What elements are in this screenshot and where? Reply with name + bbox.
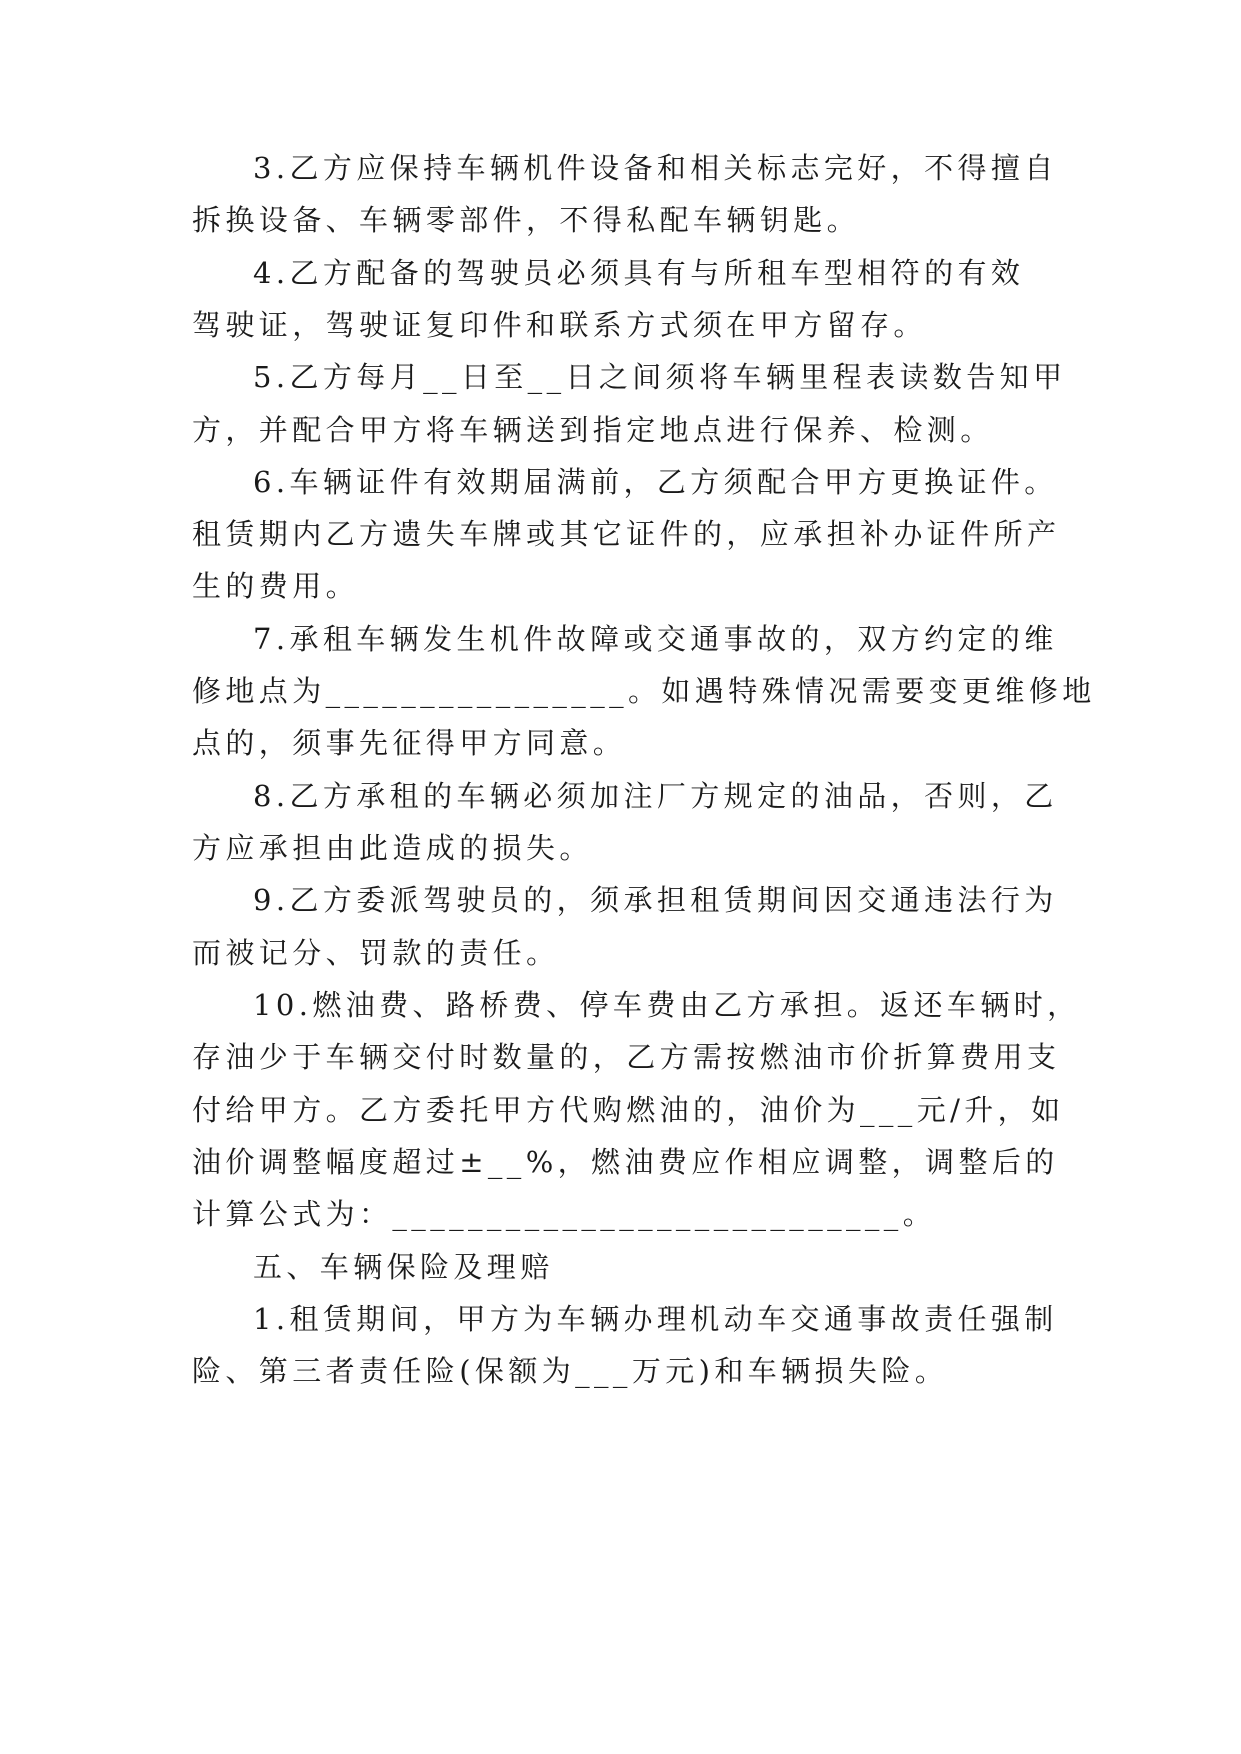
clause-6-line-1: 6.车辆证件有效期届满前，乙方须配合甲方更换证件。 [253, 465, 1058, 499]
clause-10-line-4: 油价调整幅度超过±__%，燃油费应作相应调整，调整后的 [192, 1145, 1059, 1179]
clause-10-line-1: 10.燃油费、路桥费、停车费由乙方承担。返还车辆时， [253, 988, 1081, 1022]
clause-8-line-2: 方应承担由此造成的损失。 [192, 831, 593, 865]
clause-6-line-3: 生的费用。 [192, 569, 360, 603]
clause-5-line-1: 5.乙方每月__日至__日之间须将车辆里程表读数告知甲 [253, 360, 1067, 394]
clause-10-line-3: 付给甲方。乙方委托甲方代购燃油的，油价为___元/升，如 [192, 1093, 1065, 1127]
clause-3-line-2: 拆换设备、车辆零部件，不得私配车辆钥匙。 [192, 203, 861, 237]
clause-4-line-1: 4.乙方配备的驾驶员必须具有与所租车型相符的有效 [253, 256, 1025, 290]
clause-10-line-5: 计算公式为：___________________________。 [192, 1197, 937, 1231]
section-5-clause-1-line-2: 险、第三者责任险(保额为___万元)和车辆损失险。 [192, 1354, 949, 1388]
clause-3-line-1: 3.乙方应保持车辆机件设备和相关标志完好，不得擅自 [253, 151, 1058, 185]
clause-8-line-1: 8.乙方承租的车辆必须加注厂方规定的油品，否则，乙 [253, 779, 1058, 813]
section-5-heading: 五、车辆保险及理赔 [253, 1250, 554, 1284]
section-5-clause-1-line-1: 1.租赁期间，甲方为车辆办理机动车交通事故责任强制 [253, 1302, 1058, 1336]
clause-7-line-3: 点的，须事先征得甲方同意。 [192, 726, 627, 760]
clause-9-line-1: 9.乙方委派驾驶员的，须承担租赁期间因交通违法行为 [253, 883, 1058, 917]
clause-7-line-2: 修地点为________________。如遇特殊情况需要变更维修地 [192, 674, 1096, 708]
clause-9-line-2: 而被记分、罚款的责任。 [192, 936, 560, 970]
clause-4-line-2: 驾驶证，驾驶证复印件和联系方式须在甲方留存。 [192, 308, 927, 342]
clause-10-line-2: 存油少于车辆交付时数量的，乙方需按燃油市价折算费用支 [192, 1040, 1061, 1074]
clause-7-line-1: 7.承租车辆发生机件故障或交通事故的，双方约定的维 [253, 622, 1058, 656]
clause-5-line-2: 方，并配合甲方将车辆送到指定地点进行保养、检测。 [192, 413, 994, 447]
clause-6-line-2: 租赁期内乙方遗失车牌或其它证件的，应承担补办证件所产 [192, 517, 1061, 551]
